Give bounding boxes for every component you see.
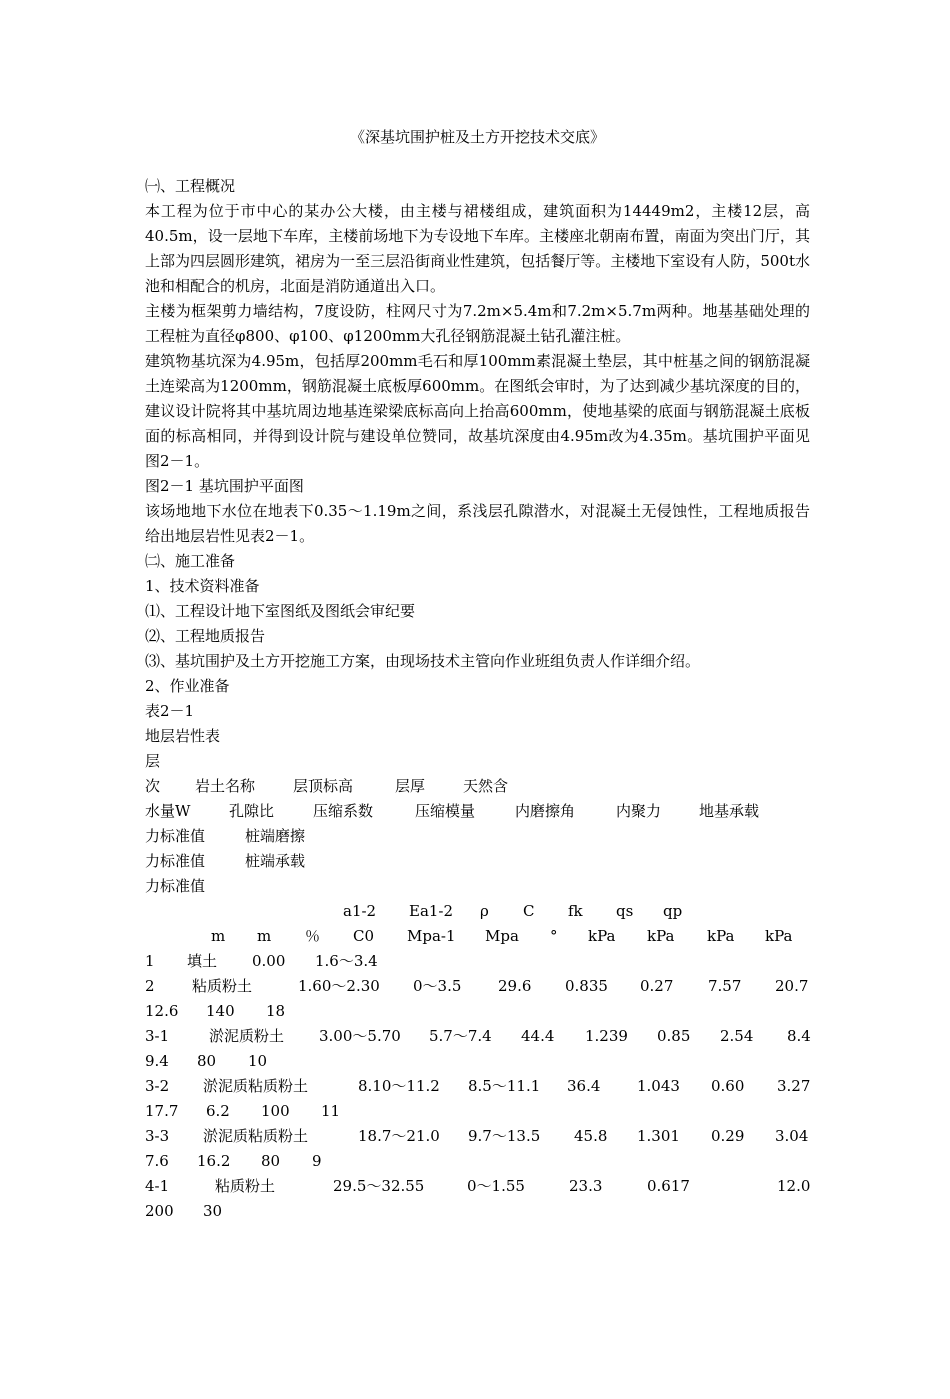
- table-cell: 3-1: [145, 1027, 170, 1045]
- table-cell: 0.85: [657, 1027, 691, 1045]
- header-cell: 内聚力: [616, 802, 662, 820]
- header-cell: Mpa: [485, 927, 519, 945]
- table-cell: 填土: [187, 952, 218, 970]
- header-cell: kPa: [707, 927, 735, 945]
- header-line: [145, 824, 810, 849]
- header-cell: Ea1-2: [409, 902, 454, 920]
- table-cell: 18.7～21.0: [358, 1127, 440, 1145]
- header-line: [145, 749, 810, 774]
- table-cell: 36.4: [567, 1077, 601, 1095]
- overview-paragraph-1: 本工程为位于市中心的某办公大楼，由主楼与裙楼组成，建筑面积为14449m2，主楼12层，高40.5m，设一层地下车库，主楼前场地下为专设地下车库。主楼座北朝南布置，南面为突出门厅，其上部为四层圆形建筑，裙房为一至三层沿街商业性建筑，包括餐厅等。主楼地下室设有人防，500t水池和相配合的机房，北面是消防通道出入口。: [145, 202, 810, 295]
- table-cell: 45.8: [574, 1127, 608, 1145]
- table-cell: 7.57: [708, 977, 742, 995]
- table-cell: 23.3: [569, 1177, 603, 1195]
- table-cell: 44.4: [521, 1027, 555, 1045]
- header-line: [145, 874, 810, 899]
- table-caption: 表2－1: [145, 702, 195, 720]
- header-cell: 内磨擦角: [515, 802, 576, 820]
- table-cell: 1.6～3.4: [315, 952, 378, 970]
- header-cell: a1-2: [343, 902, 377, 920]
- document-title: 《深基坑围护桩及土方开挖技术交底》: [349, 128, 605, 146]
- table-cell: 7.6: [145, 1152, 169, 1170]
- table-cell: 8.5～11.1: [468, 1077, 541, 1095]
- table-row: [145, 1024, 810, 1049]
- table-cell: 200: [145, 1202, 174, 1220]
- header-cell: qp: [663, 902, 683, 920]
- table-name: 地层岩性表: [145, 727, 221, 745]
- table-cell: 20.7: [775, 977, 809, 995]
- table-cell: 5.7～7.4: [429, 1027, 492, 1045]
- table-row: [145, 1199, 810, 1224]
- section2-heading: ㈡、施工准备: [145, 552, 236, 570]
- table-cell: 3.04: [775, 1127, 809, 1145]
- table-row: [145, 1149, 810, 1174]
- table-cell: 1: [145, 952, 155, 970]
- table-cell: 8.4: [787, 1027, 811, 1045]
- table-cell: 80: [197, 1052, 217, 1070]
- table-cell: 1.301: [637, 1127, 680, 1145]
- table-cell: 12.6: [145, 1002, 179, 1020]
- header-cell: 地基承载: [699, 802, 760, 820]
- header-cell: m: [257, 927, 272, 945]
- table-cell: 80: [261, 1152, 281, 1170]
- header-cell: °: [550, 927, 558, 945]
- table-cell: 2: [145, 977, 155, 995]
- header-line: [145, 899, 810, 924]
- header-cell: 力标准值: [145, 877, 206, 895]
- header-cell: 压缩模量: [415, 802, 476, 820]
- header-cell: C0: [353, 927, 375, 945]
- header-cell: 层顶标高: [293, 777, 354, 795]
- table-row: [145, 949, 810, 974]
- header-cell: C: [523, 902, 535, 920]
- table-cell: 淤泥质粘质粉土: [203, 1127, 309, 1145]
- table-cell: 3-2: [145, 1077, 170, 1095]
- table-cell: 3.00～5.70: [319, 1027, 401, 1045]
- figure-caption: 图2－1 基坑围护平面图: [145, 477, 304, 495]
- header-cell: Mpa-1: [407, 927, 456, 945]
- overview-paragraph-2: 主楼为框架剪力墙结构，7度设防，柱网尺寸为7.2m×5.4m和7.2m×5.7m两种。地基基础处理的工程桩为直径φ800、φ100、φ1200mm大孔径钢筋混凝土钻孔灌注桩。: [145, 302, 810, 345]
- table-cell: 1.239: [585, 1027, 628, 1045]
- table-cell: 0.835: [565, 977, 608, 995]
- header-cell: 天然含: [463, 777, 509, 795]
- table-cell: 淤泥质粉土: [209, 1027, 285, 1045]
- table-cell: 9.4: [145, 1052, 169, 1070]
- table-cell: 8.10～11.2: [358, 1077, 440, 1095]
- table-cell: 4-1: [145, 1177, 170, 1195]
- table-cell: 29.6: [498, 977, 532, 995]
- header-cell: 层: [145, 752, 161, 770]
- table-cell: 17.7: [145, 1102, 179, 1120]
- table-cell: 1.60～2.30: [298, 977, 380, 995]
- table-cell: 粘质粉土: [192, 977, 253, 995]
- table-cell: 100: [261, 1102, 290, 1120]
- table-cell: 0～1.55: [467, 1177, 525, 1195]
- header-cell: ％: [305, 927, 321, 945]
- table-cell: 18: [266, 1002, 286, 1020]
- header-cell: 桩端磨擦: [245, 827, 306, 845]
- list-item: ⑴、工程设计地下室图纸及图纸会审纪要: [145, 602, 416, 620]
- header-cell: m: [211, 927, 226, 945]
- header-cell: 水量W: [145, 802, 191, 820]
- header-line: [145, 799, 810, 824]
- table-cell: 0～3.5: [413, 977, 462, 995]
- table-body: [145, 949, 810, 1224]
- header-cell: 压缩系数: [313, 802, 374, 820]
- table-cell: 11: [321, 1102, 341, 1120]
- table-row: [145, 974, 810, 999]
- header-cell: 次: [145, 777, 161, 795]
- table-cell: 16.2: [197, 1152, 231, 1170]
- table-row: [145, 1049, 810, 1074]
- header-line: [145, 849, 810, 874]
- table-cell: 12.0: [777, 1177, 811, 1195]
- table-cell: 3-3: [145, 1127, 170, 1145]
- section1-heading: ㈠、工程概况: [145, 177, 236, 195]
- table-cell: 3.27: [777, 1077, 811, 1095]
- table-cell: 9.7～13.5: [468, 1127, 541, 1145]
- table-row: [145, 999, 810, 1024]
- table-header: [145, 749, 810, 949]
- table-cell: 30: [203, 1202, 223, 1220]
- document-page: [145, 124, 810, 1224]
- header-cell: kPa: [647, 927, 675, 945]
- header-cell: kPa: [765, 927, 793, 945]
- header-cell: ρ: [480, 902, 489, 920]
- header-cell: 桩端承载: [245, 852, 306, 870]
- table-cell: 粘质粉土: [215, 1177, 276, 1195]
- header-line: [145, 924, 810, 949]
- table-cell: 10: [248, 1052, 268, 1070]
- table-cell: 0.60: [711, 1077, 745, 1095]
- header-cell: qs: [616, 902, 634, 920]
- table-cell: 2.54: [720, 1027, 754, 1045]
- header-line: [145, 774, 810, 799]
- table-cell: 140: [206, 1002, 235, 1020]
- table-row: [145, 1099, 810, 1124]
- overview-paragraph-4: 该场地地下水位在地表下0.35～1.19m之间，系浅层孔隙潜水，对混凝土无侵蚀性，工程地质报告给出地层岩性见表2－1。: [145, 502, 810, 545]
- list-item: ⑵、工程地质报告: [145, 627, 266, 645]
- header-cell: 力标准值: [145, 852, 206, 870]
- header-cell: fk: [568, 902, 583, 920]
- table-row: [145, 1174, 810, 1199]
- table-cell: 1.043: [637, 1077, 680, 1095]
- table-cell: 0.29: [711, 1127, 745, 1145]
- table-cell: 6.2: [206, 1102, 230, 1120]
- table-cell: 9: [312, 1152, 322, 1170]
- header-cell: 孔隙比: [229, 802, 275, 820]
- list-item: ⑶、基坑围护及土方开挖施工方案，由现场技术主管向作业班组负责人作详细介绍。: [145, 652, 701, 670]
- table-row: [145, 1074, 810, 1099]
- header-cell: 力标准值: [145, 827, 206, 845]
- header-cell: kPa: [588, 927, 616, 945]
- table-row: [145, 1124, 810, 1149]
- overview-paragraph-3: 建筑物基坑深为4.95m，包括厚200mm毛石和厚100mm素混凝土垫层，其中桩基之间的钢筋混凝土连梁高为1200mm，钢筋混凝土底板厚600mm。在图纸会审时，为了达到减少基坑深度的目的，建议设计院将其中基坑周边地基连梁梁底标高向上抬高600mm，使地基梁的底面与钢筋混凝土底板面的标高相同，并得到设计院与建设单位赞同，故基坑深度由4.95m改为4.35m。基坑围护平面见图2－1。: [145, 352, 810, 470]
- subheading-tech-docs: 1、技术资料准备: [145, 577, 260, 595]
- table-cell: 0.27: [640, 977, 674, 995]
- table-cell: 淤泥质粘质粉土: [203, 1077, 309, 1095]
- table-cell: 0.00: [252, 952, 286, 970]
- header-cell: 层厚: [395, 777, 426, 795]
- subheading-work-prep: 2、作业准备: [145, 677, 230, 695]
- header-cell: 岩土名称: [195, 777, 256, 795]
- table-cell: 29.5～32.55: [333, 1177, 425, 1195]
- table-cell: 0.617: [647, 1177, 690, 1195]
